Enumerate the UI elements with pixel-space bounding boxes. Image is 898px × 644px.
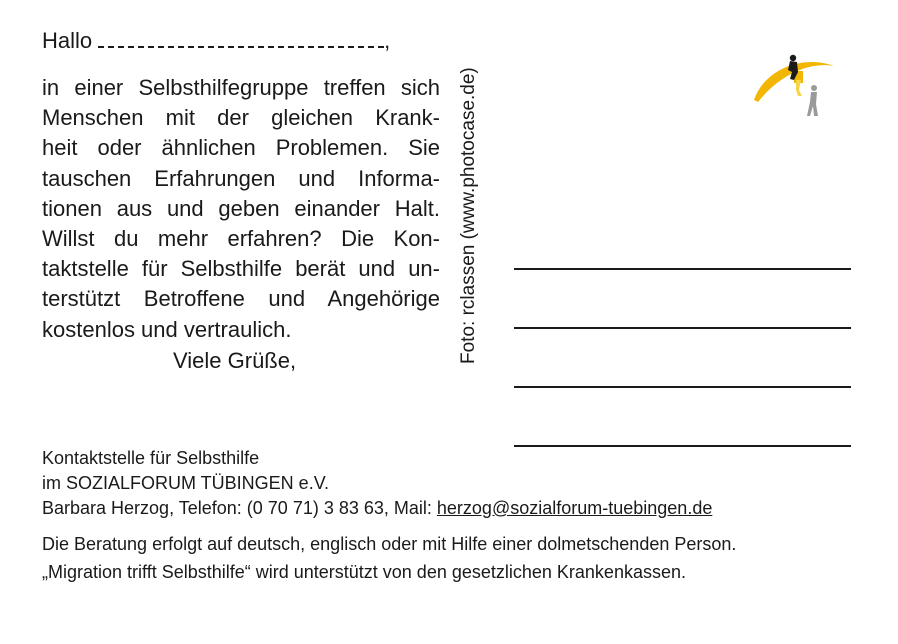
body-line: Menschen mit der gleichen Krank- (42, 105, 440, 131)
greeting-text: Hallo (42, 28, 93, 53)
body-line: kostenlos und vertraulich. (42, 316, 292, 342)
name-blank-field (98, 29, 384, 48)
body-line: in einer Selbsthilfegruppe treffen sich (42, 75, 440, 100)
address-line (514, 327, 851, 329)
body-line: tauschen Erfahrungen und Informa- (42, 165, 440, 191)
body-line: heit oder ähnlichen Problemen. Sie (42, 135, 440, 161)
contact-block (42, 446, 712, 521)
closing-greeting: Viele Grüße, (173, 348, 297, 373)
body-line: terstützt Betroffene und Angehörige (42, 286, 440, 312)
contact-phone-text: Barbara Herzog, Telefon: (0 70 71) 3 83 63, Mail: (42, 498, 437, 518)
note-language: Die Beratung erfolgt auf deutsch, englisch oder mit Hilfe einer dolmetschenden Person. (42, 534, 737, 554)
notes-block (42, 530, 736, 586)
body-line: tionen aus und geben einander Halt. (42, 195, 440, 221)
body-line: Willst du mehr erfahren? Die Kon- (42, 226, 440, 252)
address-line (514, 386, 851, 388)
contact-line-organisation: Kontaktstelle für Selbsthilfe (42, 448, 260, 468)
photo-credit: Foto: rclassen (www.photocase.de) (458, 67, 479, 364)
greeting-comma: , (384, 28, 391, 53)
logo-figure-head (790, 55, 796, 61)
address-line (514, 268, 851, 270)
contact-line-person (42, 496, 712, 521)
logo-figure-light-body (807, 92, 818, 116)
note-funding: „Migration trifft Selbsthilfe“ wird unterstützt von den gesetzlichen Krankenkassen. (42, 562, 686, 582)
selbsthilfe-arc-figures-icon (752, 50, 836, 118)
contact-email-link[interactable]: herzog@sozialforum-tuebingen.de (436, 498, 713, 518)
greeting-line (42, 28, 390, 54)
body-line: taktstelle für Selbsthilfe berät und un- (42, 256, 440, 282)
body-paragraph (42, 73, 440, 345)
logo-figure-light-head (811, 85, 817, 91)
contact-line-association: im SOZIALFORUM TÜBINGEN e.V. (42, 473, 330, 493)
